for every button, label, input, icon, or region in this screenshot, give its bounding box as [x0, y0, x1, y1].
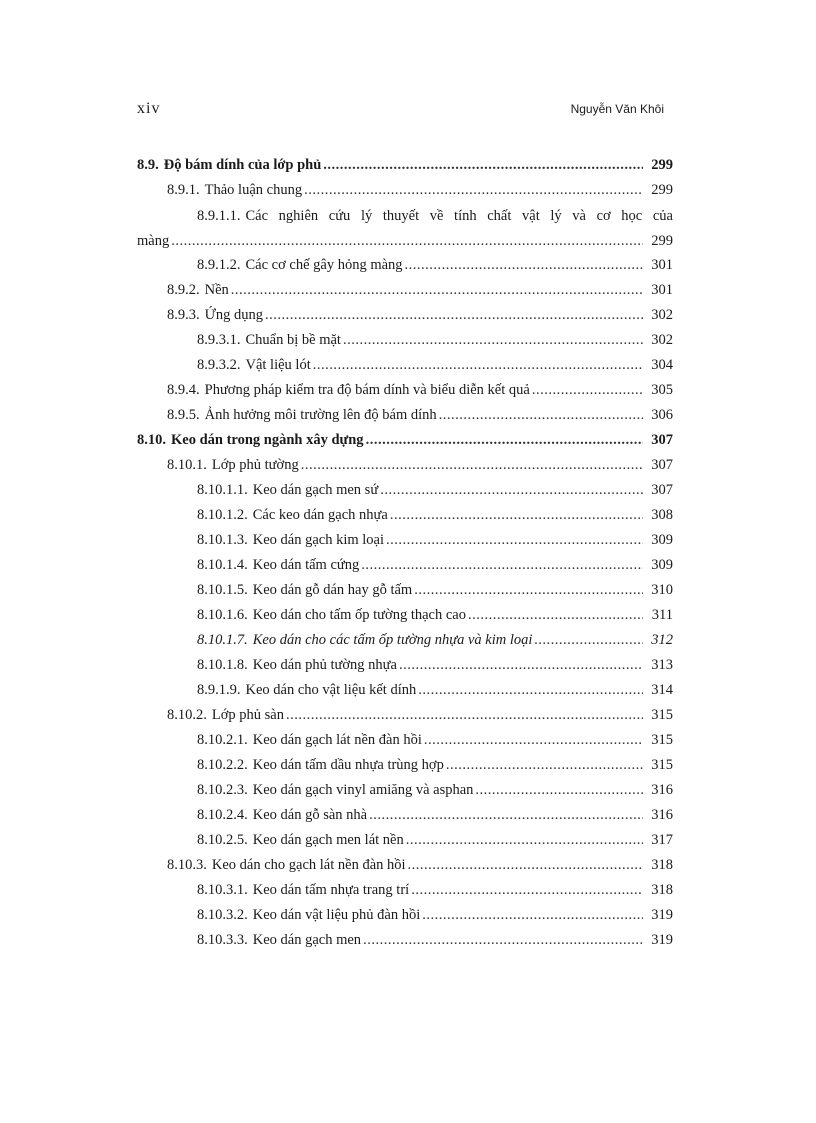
toc-entry-page: 302	[651, 307, 673, 323]
toc-entry-page: 309	[651, 532, 673, 548]
toc-entry-page: 318	[651, 857, 673, 873]
toc-entry-number: 8.10.1.3.	[197, 532, 248, 548]
toc-entry-page: 317	[651, 832, 673, 848]
toc-entry-title: Keo dán tấm dầu nhựa trùng hợp	[252, 757, 444, 773]
toc-entry-title: Keo dán cho vật liệu kết dính	[245, 682, 417, 698]
toc-entry[interactable]	[137, 203, 673, 230]
toc-entry-title: Keo dán tấm nhựa trang trí	[252, 882, 410, 898]
toc-entry[interactable]	[137, 528, 673, 553]
toc-entry-number: 8.10.1.5.	[197, 582, 248, 598]
toc-leader-dots	[406, 828, 643, 853]
toc-entry[interactable]	[137, 503, 673, 528]
toc-entry-title: Keo dán phủ tường nhựa	[252, 657, 397, 673]
toc-entry-title: Vật liệu lót	[245, 357, 311, 373]
toc-leader-dots	[171, 230, 643, 253]
toc-leader-dots	[304, 178, 643, 203]
toc-entry-page: 306	[651, 407, 673, 423]
toc-entry-title: Keo dán vật liệu phủ đàn hồi	[252, 907, 421, 923]
toc-entry-page: 301	[651, 257, 673, 273]
toc-entry[interactable]	[137, 478, 673, 503]
toc-entry-page: 311	[651, 607, 673, 623]
toc-entry[interactable]	[137, 403, 673, 428]
toc-entry-title: Keo dán gỗ dán hay gỗ tấm	[252, 582, 413, 598]
toc-leader-dots	[446, 753, 643, 778]
toc-entry-number: 8.10.2.	[167, 707, 207, 723]
toc-entry-number: 8.9.3.1.	[197, 332, 241, 348]
toc-entry[interactable]	[137, 928, 673, 953]
toc-entry-number: 8.10.2.5.	[197, 832, 248, 848]
toc-entry-page: 299	[651, 157, 673, 173]
toc-entry[interactable]	[137, 453, 673, 478]
toc-entry-number: 8.10.2.4.	[197, 807, 248, 823]
toc-entry-page: 319	[651, 907, 673, 923]
toc-entry-number: 8.9.2.	[167, 282, 200, 298]
toc-entry-title: Keo dán gạch men sứ	[252, 482, 379, 498]
table-of-contents	[137, 153, 673, 953]
toc-leader-dots	[390, 503, 643, 528]
toc-leader-dots	[418, 678, 643, 703]
toc-entry[interactable]	[137, 678, 673, 703]
toc-entry-page: 308	[651, 507, 673, 523]
toc-entry-title: Keo dán gạch vinyl amiăng và asphan	[252, 782, 474, 798]
toc-entry-title: Các keo dán gạch nhựa	[252, 507, 388, 523]
toc-entry-title: Lớp phủ tường	[211, 457, 299, 473]
toc-entry-number: 8.10.1.6.	[197, 607, 248, 623]
toc-entry-title: Keo dán gỗ sàn nhà	[252, 807, 368, 823]
toc-entry[interactable]	[137, 903, 673, 928]
toc-leader-dots	[313, 353, 643, 378]
toc-entry[interactable]	[137, 428, 673, 453]
toc-entry[interactable]	[137, 328, 673, 353]
toc-leader-dots	[424, 728, 643, 753]
toc-leader-dots	[366, 428, 643, 453]
toc-leader-dots	[422, 903, 643, 928]
toc-entry-page: 316	[651, 807, 673, 823]
toc-entry[interactable]	[137, 578, 673, 603]
toc-leader-dots	[408, 853, 643, 878]
toc-entry-title: Keo dán gạch kim loại	[252, 532, 385, 548]
toc-entry-page: 304	[651, 357, 673, 373]
toc-entry-page: 299	[651, 182, 673, 198]
running-head-author: Nguyễn Văn Khôi	[570, 102, 664, 116]
toc-entry-title: Keo dán cho tấm ốp tường thạch cao	[252, 607, 466, 623]
toc-leader-dots	[399, 653, 643, 678]
toc-leader-dots	[411, 878, 643, 903]
toc-entry[interactable]	[137, 703, 673, 728]
toc-leader-dots	[323, 153, 643, 178]
toc-entry[interactable]	[137, 853, 673, 878]
toc-entry-number: 8.10.3.2.	[197, 907, 248, 923]
toc-entry[interactable]	[137, 728, 673, 753]
toc-entry-number: 8.10.1.	[167, 457, 207, 473]
toc-entry-number: 8.10.2.1.	[197, 732, 248, 748]
toc-entry-number: 8.9.5.	[167, 407, 200, 423]
toc-entry-title: Thảo luận chung	[204, 182, 303, 198]
toc-entry[interactable]	[137, 378, 673, 403]
toc-entry-page: 299	[651, 233, 673, 249]
toc-entry[interactable]	[137, 253, 673, 278]
toc-leader-dots	[439, 403, 643, 428]
toc-leader-dots	[405, 253, 643, 278]
toc-entry-number: 8.10.1.1.	[197, 482, 248, 498]
toc-entry-page: 310	[651, 582, 673, 598]
toc-leader-dots	[265, 303, 643, 328]
toc-leader-dots	[343, 328, 643, 353]
toc-entry-page: 312	[651, 632, 673, 648]
toc-entry-number: 8.10.3.	[167, 857, 207, 873]
toc-entry[interactable]	[137, 278, 673, 303]
toc-leader-dots	[386, 528, 643, 553]
toc-leader-dots	[532, 378, 643, 403]
toc-entry-title: Keo dán cho gạch lát nền đàn hồi	[211, 857, 406, 873]
toc-entry-page: 313	[651, 657, 673, 673]
toc-entry-continuation[interactable]	[137, 230, 673, 253]
toc-entry[interactable]	[137, 603, 673, 628]
toc-entry-page: 315	[651, 707, 673, 723]
toc-entry-page: 318	[651, 882, 673, 898]
toc-entry-page: 315	[651, 732, 673, 748]
toc-entry-title-continuation: màng	[137, 233, 170, 249]
toc-entry[interactable]	[137, 303, 673, 328]
toc-entry-title: Keo dán gạch men lát nền	[252, 832, 404, 848]
toc-entry-title: Phương pháp kiểm tra độ bám dính và biểu diễn kết quả	[204, 382, 530, 398]
toc-leader-dots	[414, 578, 643, 603]
toc-entry[interactable]	[137, 153, 673, 178]
toc-entry-page: 319	[651, 932, 673, 948]
toc-entry-title: Các cơ chế gây hỏng màng	[245, 257, 403, 273]
toc-leader-dots	[475, 778, 643, 803]
toc-entry[interactable]	[137, 803, 673, 828]
page-number: xiv	[137, 100, 161, 117]
toc-entry-page: 314	[651, 682, 673, 698]
toc-entry-title: Độ bám dính của lớp phủ	[163, 157, 322, 173]
toc-entry-number: 8.10.1.2.	[197, 507, 248, 523]
toc-entry[interactable]	[137, 778, 673, 803]
toc-entry-number: 8.10.1.4.	[197, 557, 248, 573]
toc-entry[interactable]	[137, 653, 673, 678]
toc-entry-title: Ứng dụng	[204, 307, 264, 323]
toc-entry[interactable]	[137, 553, 673, 578]
toc-entry-title: Keo dán cho các tấm ốp tường nhựa và kim loại	[252, 632, 533, 648]
toc-leader-dots	[534, 628, 643, 653]
toc-entry-number: 8.9.3.	[167, 307, 200, 323]
toc-entry-page: 307	[651, 457, 673, 473]
toc-entry[interactable]	[137, 628, 673, 653]
toc-entry-title: Keo dán tấm cứng	[252, 557, 360, 573]
toc-entry[interactable]	[137, 178, 673, 203]
toc-entry-number: 8.9.4.	[167, 382, 200, 398]
toc-entry-page: 307	[651, 432, 673, 448]
toc-entry-number: 8.10.3.3.	[197, 932, 248, 948]
toc-entry-page: 302	[651, 332, 673, 348]
toc-entry-number: 8.10.1.7.	[197, 632, 248, 648]
toc-leader-dots	[286, 703, 643, 728]
toc-entry-page: 305	[651, 382, 673, 398]
toc-entry-number: 8.9.1.1.	[197, 208, 241, 224]
toc-leader-dots	[363, 928, 643, 953]
toc-entry-number: 8.9.1.2.	[197, 257, 241, 273]
toc-entry-title: Ảnh hưởng môi trường lên độ bám dính	[204, 407, 437, 423]
toc-leader-dots	[369, 803, 643, 828]
toc-entry[interactable]	[137, 753, 673, 778]
toc-entry-title: Keo dán gạch men	[252, 932, 362, 948]
page-header	[137, 100, 664, 122]
toc-entry-number: 8.10.2.3.	[197, 782, 248, 798]
toc-entry[interactable]	[137, 828, 673, 853]
toc-entry-title: Các nghiên cứu lý thuyết về tính chất vật lý và cơ học của	[245, 208, 673, 224]
toc-entry-page: 316	[651, 782, 673, 798]
toc-entry-number: 8.10.	[137, 432, 166, 448]
toc-entry-title: Nền	[204, 282, 229, 298]
toc-entry-title: Keo dán trong ngành xây dựng	[171, 432, 364, 448]
toc-entry-page: 309	[651, 557, 673, 573]
toc-entry-page: 307	[651, 482, 673, 498]
toc-entry[interactable]	[137, 353, 673, 378]
toc-entry-number: 8.10.3.1.	[197, 882, 248, 898]
toc-entry-page: 315	[651, 757, 673, 773]
toc-leader-dots	[231, 278, 643, 303]
toc-leader-dots	[380, 478, 643, 503]
toc-entry[interactable]	[137, 878, 673, 903]
toc-leader-dots	[361, 553, 643, 578]
toc-entry-title: Lớp phủ sàn	[211, 707, 284, 723]
toc-entry-number: 8.9.3.2.	[197, 357, 241, 373]
toc-entry-number: 8.10.1.8.	[197, 657, 248, 673]
toc-entry-number: 8.9.1.	[167, 182, 200, 198]
toc-entry-page: 301	[651, 282, 673, 298]
toc-entry-number: 8.9.	[137, 157, 159, 173]
toc-entry-title: Keo dán gạch lát nền đàn hồi	[252, 732, 422, 748]
toc-leader-dots	[468, 603, 643, 628]
toc-entry-title: Chuẩn bị bề mặt	[245, 332, 341, 348]
toc-entry-number: 8.10.2.2.	[197, 757, 248, 773]
toc-leader-dots	[301, 453, 643, 478]
toc-entry-number: 8.9.1.9.	[197, 682, 241, 698]
